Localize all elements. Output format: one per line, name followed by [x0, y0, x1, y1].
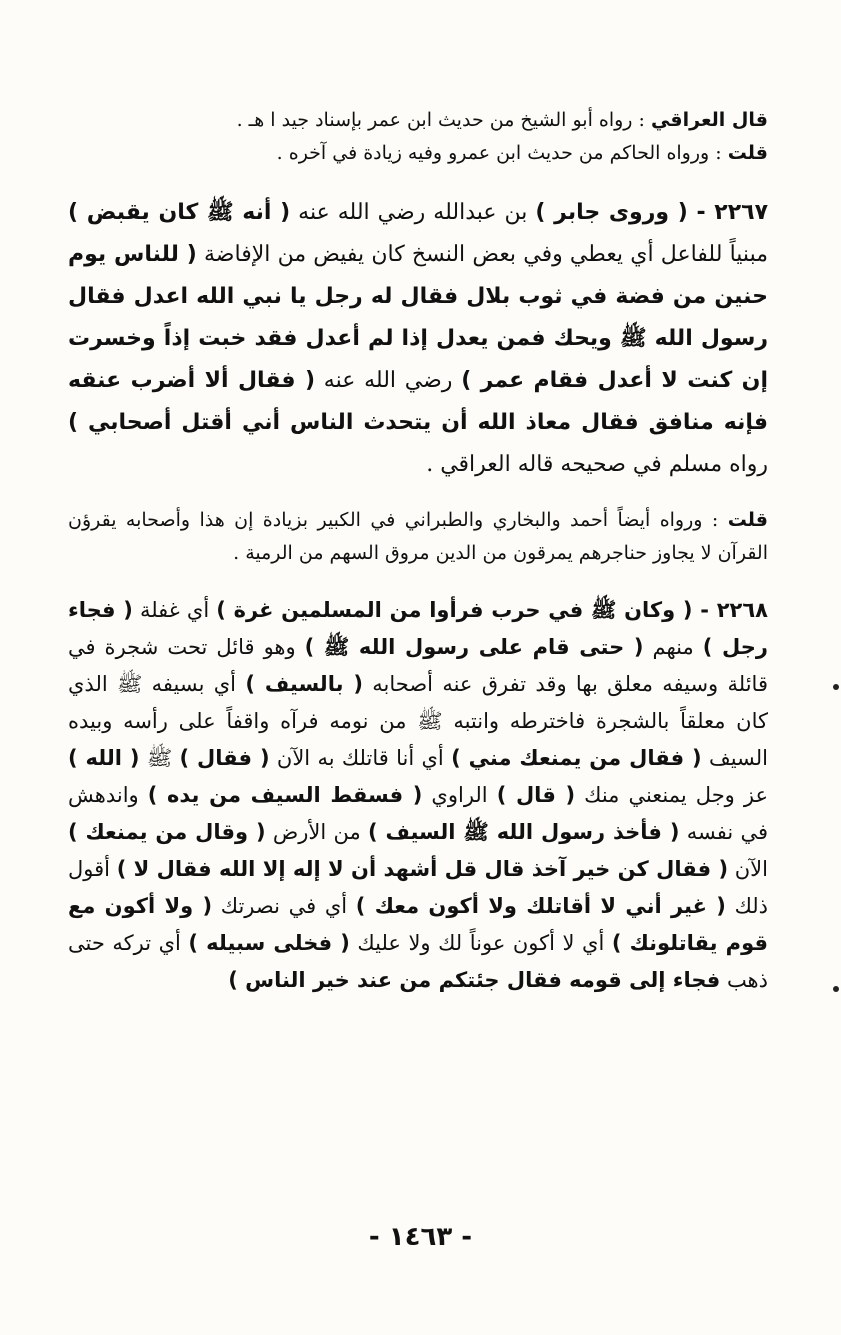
text-segment: واندهش في نفسه: [68, 783, 768, 844]
bold-segment: ( فقال ): [179, 746, 270, 770]
text-segment: الآن: [728, 857, 768, 881]
text-segment: أي في نصرتك: [212, 894, 356, 918]
bold-segment: ( فجاء رجل ): [68, 598, 769, 659]
text-segment: : ورواه الحاكم من حديث ابن عمرو وفيه زيادة في آخره .: [276, 142, 728, 164]
text-segment: أي بسيفه ﷺ الذي كان معلقاً بالشجرة فاخترطه وانتبه ﷺ من نومه فرآه واقفاً على رأسه وبيده السيف: [68, 672, 769, 770]
margin-mark-lower: [833, 986, 839, 992]
bold-segment: ( وقال من يمنعك ): [68, 820, 266, 844]
bold-segment: ( فقال كن خير آخذ قال قل أشهد أن لا إله إلا الله فقال لا ): [116, 857, 729, 881]
note-iraqi: [68, 104, 768, 137]
text-segment: : رواه أبو الشيخ من حديث ابن عمر بإسناد جيد ا هـ .: [236, 109, 651, 131]
bold-segment: ( بالسيف ): [245, 672, 363, 696]
text-segment: عز وجل يمنعني منك: [575, 783, 768, 807]
page-number: - ١٤٦٣ -: [368, 1222, 473, 1252]
bold-segment: ( ولا أكون مع قوم يقاتلونك ): [68, 894, 768, 955]
bold-segment: ( فخلى سبيله ): [188, 931, 350, 955]
page-text: [68, 104, 768, 999]
text-segment: أي لا أكون عوناً لك ولا عليك: [349, 931, 612, 955]
text-segment: : ورواه أيضاً أحمد والبخاري والطبراني في الكبير بزيادة إن هذا وأصحابه يقرؤن القرآن لا يجاوز حناجرهم يمرقون من الدين مروق السهم من الرمية .: [68, 509, 768, 564]
text-segment: رواه مسلم في صحيحه قاله العراقي .: [426, 452, 768, 477]
bold-segment: ( الله ): [68, 746, 140, 770]
text-segment: وهو قائل تحت شجرة في قائلة وسيفه معلق بها وقد تفرق عنه أصحابه: [68, 635, 768, 696]
text-segment: أي غفلة: [132, 598, 217, 622]
text-segment: ﷺ: [139, 746, 180, 770]
text-segment: الراوي: [422, 783, 497, 807]
bold-segment: ( أنه ﷺ كان يقبض ): [68, 200, 291, 225]
bold-segment: ( فقال من يمنعك مني ): [451, 746, 702, 770]
text-segment: منهم: [643, 635, 703, 659]
bold-segment: قلت: [727, 509, 768, 531]
hadith-2267: [68, 192, 768, 486]
bold-segment: ٢٢٦٨ - ( وكان ﷺ في حرب فرأوا من المسلمين غرة ): [216, 598, 769, 622]
hadith-2268: [68, 592, 768, 999]
margin-mark-upper: [833, 684, 839, 690]
text-segment: أي أنا قاتلك به الآن: [269, 746, 452, 770]
text-segment: من الأرض: [265, 820, 368, 844]
bold-segment: ( غير أني لا أقاتلك ولا أكون معك ): [355, 894, 726, 918]
text-segment: بن عبدالله رضي الله عنه: [290, 200, 536, 225]
bold-segment: قلت: [727, 142, 768, 164]
bold-segment: قال العراقي: [650, 109, 768, 131]
text-segment: أقول ذلك: [68, 857, 769, 918]
bold-segment: ( للناس يوم حنين من فضة في ثوب بلال فقال له رجل يا نبي الله اعدل فقال رسول الله ﷺ ويحك فمن يعدل إذا لم أعدل فقد خبت إذاً وخسرت إن كنت لا أعدل فقام عمر ): [68, 242, 769, 393]
text-segment: أي تركه حتى ذهب: [68, 931, 768, 992]
bold-segment: ( حتى قام على رسول الله ﷺ ): [304, 635, 644, 659]
bold-segment: ( فسقط السيف من يده ): [147, 783, 423, 807]
bold-segment: ٢٢٦٧ - ( وروى جابر ): [535, 200, 768, 225]
bold-segment: فجاء إلى قومه فقال جئتكم من عند خير الناس ): [228, 968, 721, 992]
note-hakim: [68, 137, 768, 170]
text-segment: رضي الله عنه: [315, 368, 462, 393]
bold-segment: ( قال ): [496, 783, 576, 807]
note-ahmad: [68, 504, 768, 570]
bold-segment: ( فأخذ رسول الله ﷺ السيف ): [367, 820, 680, 844]
bold-segment: ( فقال ألا أضرب عنقه فإنه منافق فقال معاذ الله أن يتحدث الناس أني أقتل أصحابي ): [68, 368, 768, 435]
text-segment: مبنياً للفاعل أي يعطي وفي بعض النسخ كان يفيض من الإفاضة: [196, 242, 768, 267]
